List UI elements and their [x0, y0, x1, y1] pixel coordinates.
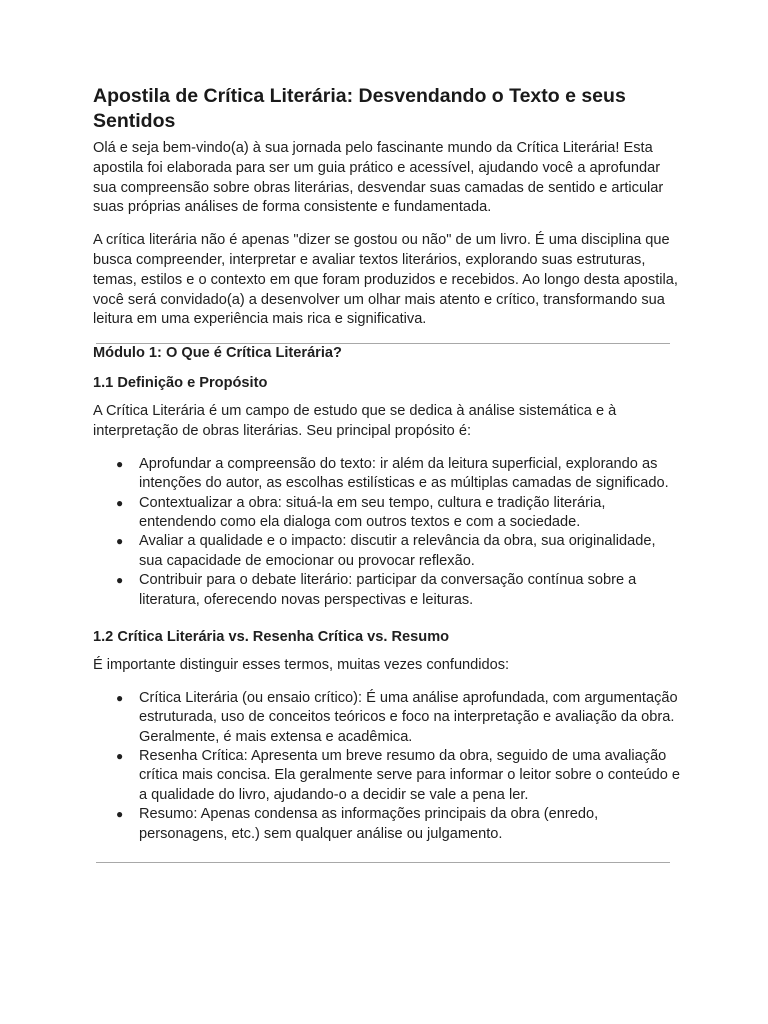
bullet-icon: ● [116, 534, 124, 549]
bullet-icon: ● [116, 749, 124, 764]
bullet-icon: ● [116, 807, 124, 822]
section-1-2-title: 1.2 Crítica Literária vs. Resenha Crítica vs. Resumo [93, 629, 450, 646]
section-1-2-text: É importante distinguir esses termos, muitas vezes confundidos: [93, 657, 510, 674]
bullet-icon: ● [116, 495, 124, 510]
intro-paragraph-2: A crítica literária não é apenas "dizer se gostou ou não" de um livro. É uma disciplina que busca compreender, interpretar e avaliar textos literários, explorando suas estruturas, temas, estilos e o contexto em que foram produzidos e recebidos. Ao longo desta apostila, você será convidado(a) a desenvolver um olhar mais atento e crítico, transformando sua leitura em uma experiência mais rica e significativa. [93, 232, 678, 328]
purpose-list [93, 455, 683, 610]
list-item-text: Aprofundar a compreensão do texto: ir além da leitura superficial, explorando as intenções do autor, as escolhas estilísticas e as múltiplas camadas de significado. [139, 455, 669, 492]
module-1-title: Módulo 1: O Que é Crítica Literária? [93, 345, 342, 362]
list-item [93, 455, 683, 494]
document-page [93, 84, 683, 863]
section-1-1-text: A Crítica Literária é um campo de estudo que se dedica à análise sistemática e à interpretação de obras literárias. Seu principal propósito é: [93, 403, 617, 439]
list-item [93, 532, 683, 571]
section-1-1-title: 1.1 Definição e Propósito [93, 375, 268, 392]
list-item-text: Resumo: Apenas condensa as informações principais da obra (enredo, personagens, etc.) sem qualquer análise ou julgamento. [139, 806, 599, 842]
bullet-icon: ● [116, 456, 124, 471]
distinction-list [93, 689, 683, 844]
list-item-text: Contribuir para o debate literário: participar da conversação contínua sobre a literatura, oferecendo novas perspectivas e leituras. [139, 572, 637, 608]
list-item [93, 494, 683, 533]
list-item [93, 571, 683, 610]
list-item [93, 747, 683, 805]
list-item-text: Contextualizar a obra: situá-la em seu tempo, cultura e tradição literária, entendendo como ela dialoga com outros textos e com a sociedade. [139, 494, 606, 530]
list-item-text: Resenha Crítica: Apresenta um breve resumo da obra, seguido de uma avaliação crítica mais concisa. Ela geralmente serve para informar o leitor sobre o conteúdo e a qualidade do livro, ajudando-o a decidir se vale a pena ler. [139, 748, 681, 803]
bullet-icon: ● [116, 690, 124, 705]
list-item-text: Crítica Literária (ou ensaio crítico): É uma análise aprofundada, com argumentação estruturada, uso de conceitos teóricos e foco na interpretação e avaliação da obra. Geralmente, é mais extensa e acadêmica. [139, 689, 678, 745]
intro-paragraph-1: Olá e seja bem-vindo(a) à sua jornada pelo fascinante mundo da Crítica Literária! Esta apostila foi elaborada para ser um guia prático e acessível, ajudando você a aprofundar sua compreensão sobre obras literárias, desvendar suas camadas de sentido e articular suas próprias análises de forma consistente e fundamentada. [93, 140, 664, 216]
bullet-icon: ● [116, 573, 124, 588]
section-divider [96, 862, 670, 863]
list-item [93, 689, 683, 747]
list-item-text: Avaliar a qualidade e o impacto: discutir a relevância da obra, sua originalidade, sua capacidade de emocionar ou provocar reflexão. [139, 533, 656, 569]
document-title: Apostila de Crítica Literária: Desvendando o Texto e seus Sentidos [93, 85, 626, 132]
list-item [93, 805, 683, 844]
